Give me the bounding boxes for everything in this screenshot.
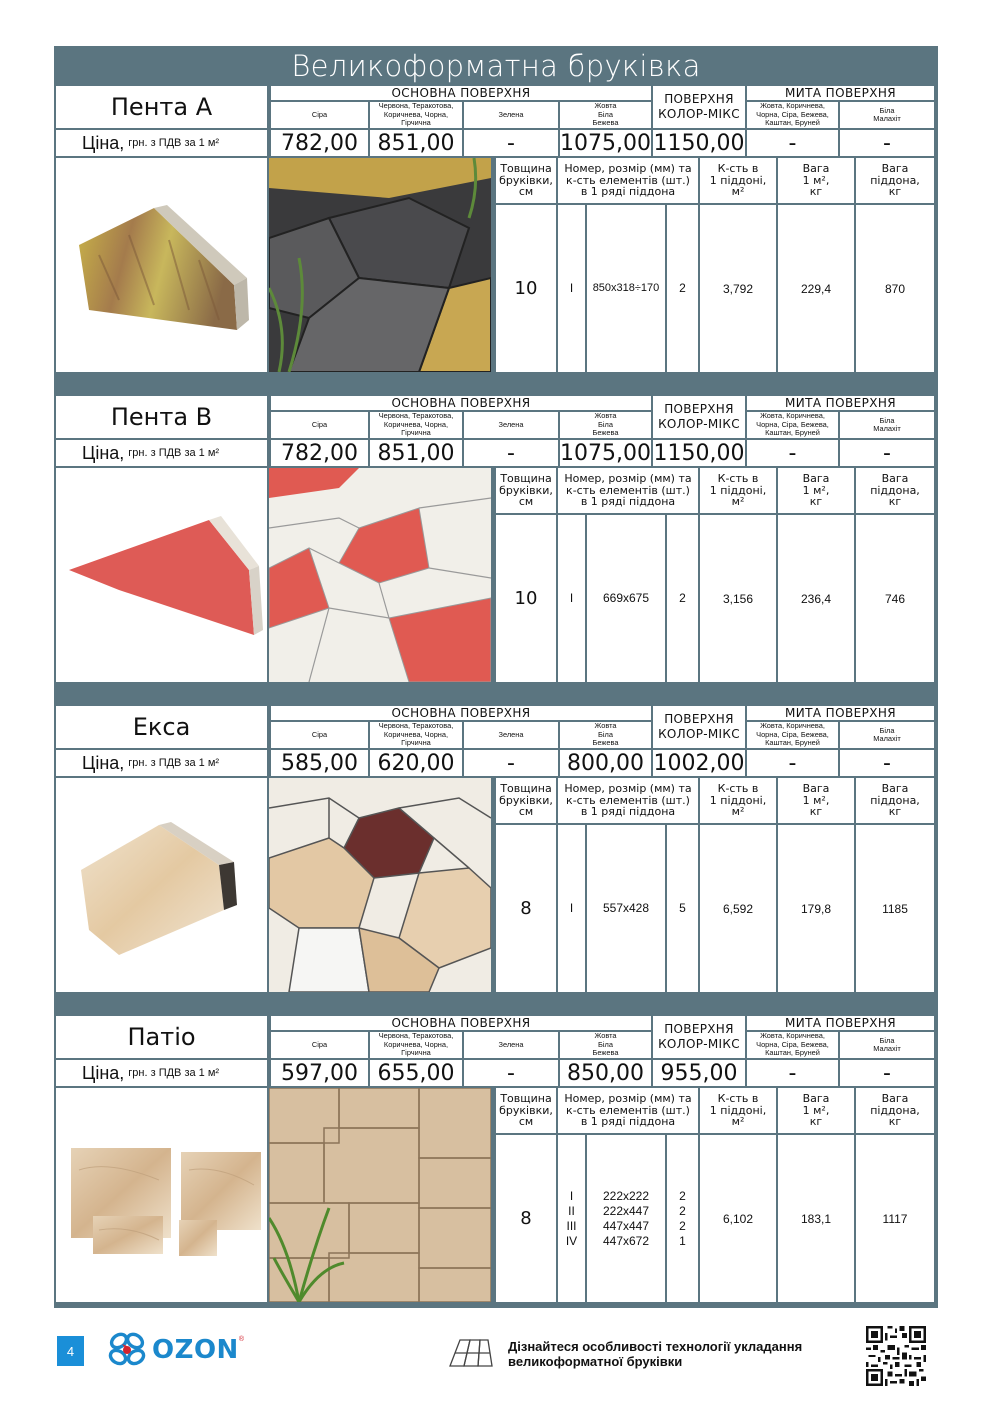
- kolor-mix-header: ПОВЕРХНЯ КОЛОР-МІКС: [653, 1016, 745, 1058]
- paving-scene-image: [269, 1088, 491, 1302]
- qr-code-icon[interactable]: [866, 1326, 926, 1386]
- element-number: I: [558, 825, 585, 992]
- price-green: -: [464, 1060, 558, 1086]
- element-count: 2: [667, 515, 698, 682]
- price-yellow-group: 850,00: [560, 1060, 651, 1086]
- product-name: Пента В: [56, 396, 267, 438]
- weight-m2: 179,8: [778, 825, 854, 992]
- price-red-group: 620,00: [370, 750, 462, 776]
- price-label-text: Ціна,: [82, 1062, 125, 1083]
- price-gray: 782,00: [271, 130, 368, 156]
- main-surface-header: ОСНОВНА ПОВЕРХНЯ: [271, 706, 651, 720]
- price-red-group: 851,00: [370, 440, 462, 466]
- price-gray: 597,00: [271, 1060, 368, 1086]
- price-unit-text: грн. з ПДВ за 1 м²: [128, 447, 220, 459]
- element-number: I II III IV: [558, 1135, 585, 1302]
- element-size: 669x675: [587, 515, 665, 682]
- header-weight-m2: Вага 1 м², кг: [778, 158, 854, 203]
- qty-per-pallet: 3,156: [700, 515, 776, 682]
- subheader-washed-2: Біла Малахіт: [840, 722, 934, 748]
- kolor-mix-header: ПОВЕРХНЯ КОЛОР-МІКС: [653, 706, 745, 748]
- price-washed-1: -: [747, 750, 838, 776]
- price-yellow-group: 1075,00: [560, 130, 651, 156]
- qty-per-pallet: 6,102: [700, 1135, 776, 1302]
- price-red-group: 851,00: [370, 130, 462, 156]
- price-green: -: [464, 130, 558, 156]
- price-label: [56, 130, 267, 156]
- qty-per-pallet: 3,792: [700, 205, 776, 372]
- washed-surface-header: МИТА ПОВЕРХНЯ: [747, 706, 934, 720]
- price-gray: 782,00: [271, 440, 368, 466]
- main-surface-header: ОСНОВНА ПОВЕРХНЯ: [271, 86, 651, 100]
- header-weight-pallet: Вага піддона, кг: [856, 468, 934, 513]
- header-weight-pallet: Вага піддона, кг: [856, 778, 934, 823]
- ozon-logo-icon: [106, 1330, 148, 1370]
- price-label-text: Ціна,: [82, 442, 125, 463]
- price-unit-text: грн. з ПДВ за 1 м²: [128, 1067, 220, 1079]
- product-tile-image: [56, 468, 267, 682]
- price-unit-text: грн. з ПДВ за 1 м²: [128, 137, 220, 149]
- subheader-washed-1: Жовта, Коричнева, Чорна, Сіра, Бежева, Каштан, Бруней: [747, 1032, 838, 1058]
- subheader-yellow-group: Жовта Біла Бежева: [560, 722, 651, 748]
- header-qty-pallet: К-сть в 1 піддоні, м²: [700, 778, 776, 823]
- product-block: [56, 1016, 936, 1302]
- paving-scene-image: [269, 468, 491, 682]
- washed-surface-header: МИТА ПОВЕРХНЯ: [747, 1016, 934, 1030]
- subheader-yellow-group: Жовта Біла Бежева: [560, 1032, 651, 1058]
- header-qty-pallet: К-сть в 1 піддоні, м²: [700, 158, 776, 203]
- element-number: I: [558, 515, 585, 682]
- thickness-value: 8: [496, 825, 556, 992]
- subheader-washed-2: Біла Малахіт: [840, 1032, 934, 1058]
- weight-pallet: 1185: [856, 825, 934, 992]
- price-washed-1: -: [747, 440, 838, 466]
- price-washed-1: -: [747, 1060, 838, 1086]
- price-unit-text: грн. з ПДВ за 1 м²: [128, 757, 220, 769]
- subheader-gray: Сіра: [271, 1032, 368, 1058]
- subheader-red-group: Червона, Теракотова, Коричнева, Чорна, Гірчична: [370, 722, 462, 748]
- price-washed-2: -: [840, 440, 934, 466]
- price-washed-2: -: [840, 750, 934, 776]
- subheader-washed-1: Жовта, Коричнева, Чорна, Сіра, Бежева, Каштан, Бруней: [747, 412, 838, 438]
- subheader-gray: Сіра: [271, 102, 368, 128]
- element-number: I: [558, 205, 585, 372]
- weight-pallet: 1117: [856, 1135, 934, 1302]
- main-surface-header: ОСНОВНА ПОВЕРХНЯ: [271, 396, 651, 410]
- element-count: 2 2 2 1: [667, 1135, 698, 1302]
- subheader-red-group: Червона, Теракотова, Коричнева, Чорна, Гірчична: [370, 412, 462, 438]
- weight-m2: 236,4: [778, 515, 854, 682]
- product-name: Екса: [56, 706, 267, 748]
- ozon-logo: [106, 1330, 246, 1370]
- product-tile-image: [56, 778, 267, 992]
- main-surface-header: ОСНОВНА ПОВЕРХНЯ: [271, 1016, 651, 1030]
- washed-surface-header: МИТА ПОВЕРХНЯ: [747, 86, 934, 100]
- price-label: [56, 1060, 267, 1086]
- header-number-size: Номер, розмір (мм) та к-сть елементів (шт.) в 1 ряді піддона: [558, 158, 698, 203]
- product-block: [56, 396, 936, 682]
- price-green: -: [464, 750, 558, 776]
- header-weight-pallet: Вага піддона, кг: [856, 1088, 934, 1133]
- paving-scene-image: [269, 158, 491, 372]
- header-number-size: Номер, розмір (мм) та к-сть елементів (шт.) в 1 ряді піддона: [558, 778, 698, 823]
- price-washed-2: -: [840, 130, 934, 156]
- header-weight-pallet: Вага піддона, кг: [856, 158, 934, 203]
- page-number: 4: [57, 1336, 84, 1366]
- weight-m2: 183,1: [778, 1135, 854, 1302]
- price-label-text: Ціна,: [82, 752, 125, 773]
- paving-layout-icon: [446, 1336, 494, 1370]
- product-name: Патіо: [56, 1016, 267, 1058]
- product-tile-image: [56, 1088, 267, 1302]
- subheader-gray: Сіра: [271, 722, 368, 748]
- header-number-size: Номер, розмір (мм) та к-сть елементів (шт.) в 1 ряді піддона: [558, 468, 698, 513]
- header-thickness: Товщина бруківки, см: [496, 158, 556, 203]
- header-qty-pallet: К-сть в 1 піддоні, м²: [700, 1088, 776, 1133]
- subheader-yellow-group: Жовта Біла Бежева: [560, 412, 651, 438]
- price-kolor-mix: 955,00: [653, 1060, 745, 1086]
- price-yellow-group: 1075,00: [560, 440, 651, 466]
- element-count: 5: [667, 825, 698, 992]
- subheader-yellow-group: Жовта Біла Бежева: [560, 102, 651, 128]
- price-green: -: [464, 440, 558, 466]
- subheader-gray: Сіра: [271, 412, 368, 438]
- kolor-mix-header: ПОВЕРХНЯ КОЛОР-МІКС: [653, 86, 745, 128]
- product-block: [56, 706, 936, 992]
- header-weight-m2: Вага 1 м², кг: [778, 1088, 854, 1133]
- thickness-value: 10: [496, 205, 556, 372]
- subheader-green: Зелена: [464, 102, 558, 128]
- subheader-washed-1: Жовта, Коричнева, Чорна, Сіра, Бежева, Каштан, Бруней: [747, 102, 838, 128]
- header-thickness: Товщина бруківки, см: [496, 1088, 556, 1133]
- qty-per-pallet: 6,592: [700, 825, 776, 992]
- element-size: 222x222 222x447 447x447 447x672: [587, 1135, 665, 1302]
- header-qty-pallet: К-сть в 1 піддоні, м²: [700, 468, 776, 513]
- price-kolor-mix: 1002,00: [653, 750, 745, 776]
- element-count: 2: [667, 205, 698, 372]
- thickness-value: 10: [496, 515, 556, 682]
- header-weight-m2: Вага 1 м², кг: [778, 778, 854, 823]
- kolor-mix-header: ПОВЕРХНЯ КОЛОР-МІКС: [653, 396, 745, 438]
- installation-info-text: Дізнайтеся особливості технології укладання великоформатної бруківки: [508, 1339, 803, 1369]
- price-red-group: 655,00: [370, 1060, 462, 1086]
- price-label: [56, 750, 267, 776]
- subheader-washed-2: Біла Малахіт: [840, 412, 934, 438]
- price-washed-2: -: [840, 1060, 934, 1086]
- brand-registered-mark: ®: [238, 1336, 244, 1343]
- price-kolor-mix: 1150,00: [653, 440, 745, 466]
- product-name: Пента А: [56, 86, 267, 128]
- weight-pallet: 870: [856, 205, 934, 372]
- header-thickness: Товщина бруківки, см: [496, 468, 556, 513]
- element-size: 850x318÷170: [587, 205, 665, 372]
- product-tile-image: [56, 158, 267, 372]
- price-gray: 585,00: [271, 750, 368, 776]
- element-size: 557x428: [587, 825, 665, 992]
- subheader-green: Зелена: [464, 722, 558, 748]
- price-washed-1: -: [747, 130, 838, 156]
- page-title: Великоформатна бруківка: [291, 49, 701, 83]
- weight-pallet: 746: [856, 515, 934, 682]
- paving-scene-image: [269, 778, 491, 992]
- subheader-washed-1: Жовта, Коричнева, Чорна, Сіра, Бежева, Каштан, Бруней: [747, 722, 838, 748]
- price-label-text: Ціна,: [82, 132, 125, 153]
- product-block: [56, 86, 936, 372]
- subheader-red-group: Червона, Теракотова, Коричнева, Чорна, Гірчична: [370, 102, 462, 128]
- price-yellow-group: 800,00: [560, 750, 651, 776]
- thickness-value: 8: [496, 1135, 556, 1302]
- subheader-washed-2: Біла Малахіт: [840, 102, 934, 128]
- washed-surface-header: МИТА ПОВЕРХНЯ: [747, 396, 934, 410]
- header-weight-m2: Вага 1 м², кг: [778, 468, 854, 513]
- price-label: [56, 440, 267, 466]
- subheader-green: Зелена: [464, 1032, 558, 1058]
- header-thickness: Товщина бруківки, см: [496, 778, 556, 823]
- price-kolor-mix: 1150,00: [653, 130, 745, 156]
- brand-name: OZON: [152, 1335, 239, 1365]
- header-number-size: Номер, розмір (мм) та к-сть елементів (шт.) в 1 ряді піддона: [558, 1088, 698, 1133]
- weight-m2: 229,4: [778, 205, 854, 372]
- subheader-red-group: Червона, Теракотова, Коричнева, Чорна, Гірчична: [370, 1032, 462, 1058]
- subheader-green: Зелена: [464, 412, 558, 438]
